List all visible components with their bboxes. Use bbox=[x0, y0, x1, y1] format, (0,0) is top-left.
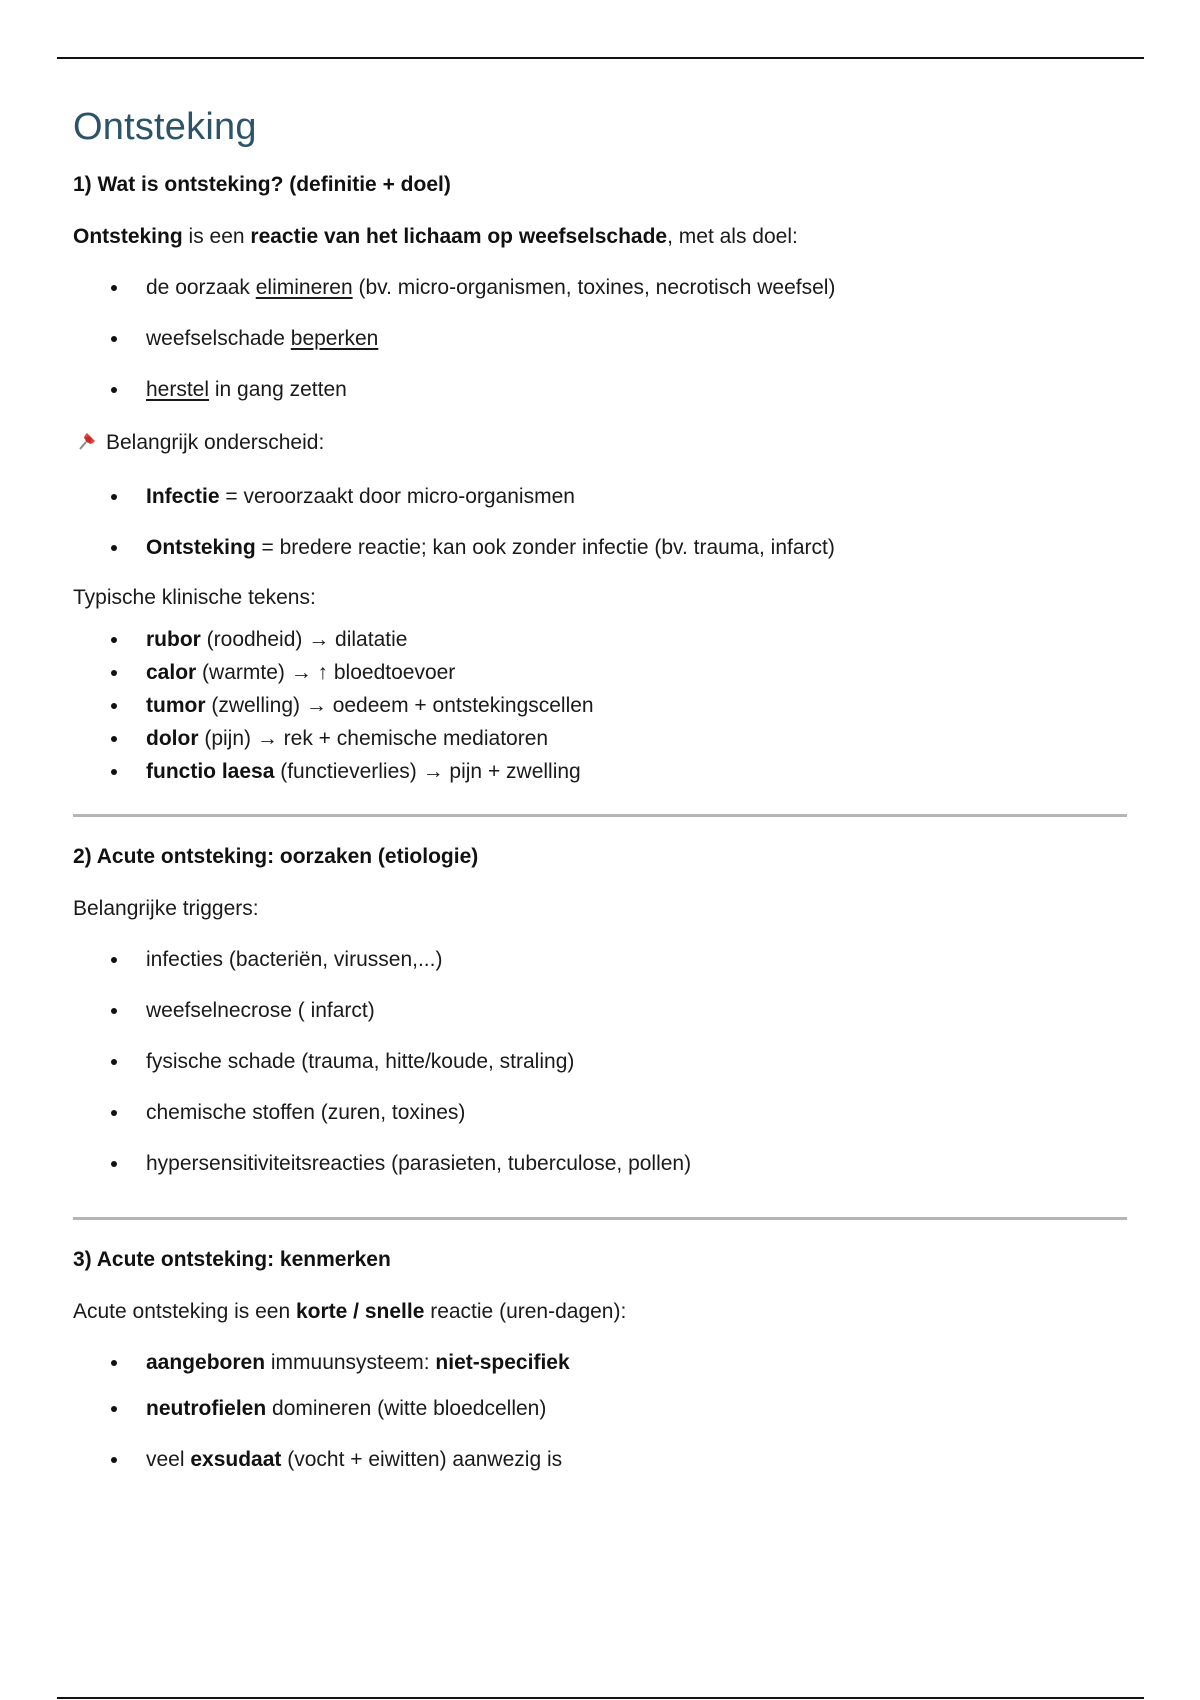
distinction-note bbox=[73, 430, 1133, 458]
section-divider bbox=[73, 1217, 1127, 1220]
characteristics-list bbox=[73, 1351, 1133, 1472]
intro-bold-term: Ontsteking bbox=[73, 225, 183, 248]
list-item: dolor (pijn) → rek + chemische mediatoren bbox=[73, 727, 1133, 751]
intro-bold-phrase: reactie van het lichaam op weefselschade bbox=[250, 225, 668, 248]
distinction-list bbox=[73, 485, 1133, 560]
list-item: weefselschade beperken bbox=[73, 327, 1133, 351]
list-item: Infectie = veroorzaakt door micro-organismen bbox=[73, 485, 1133, 509]
section-1-intro bbox=[73, 225, 1133, 249]
page-title: Ontsteking bbox=[73, 106, 257, 148]
list-item: aangeboren immuunsysteem: niet-specifiek bbox=[73, 1351, 1133, 1375]
list-item: tumor (zwelling) → oedeem + ontstekingscellen bbox=[73, 694, 1133, 718]
list-item: weefselnecrose ( infarct) bbox=[73, 999, 1133, 1023]
list-item: functio laesa (functieverlies) → pijn + zwelling bbox=[73, 760, 1133, 784]
section-2-intro: Belangrijke triggers: bbox=[73, 897, 259, 920]
intro-text: is een bbox=[182, 225, 251, 248]
list-item: herstel in gang zetten bbox=[73, 378, 1133, 402]
section-3-intro: Acute ontsteking is een korte / snelle reactie (uren-dagen): bbox=[73, 1300, 627, 1323]
list-item: neutrofielen domineren (witte bloedcellen) bbox=[73, 1397, 1133, 1421]
list-item: chemische stoffen (zuren, toxines) bbox=[73, 1101, 1133, 1125]
section-divider bbox=[73, 814, 1127, 817]
list-item: veel exsudaat (vocht + eiwitten) aanwezig is bbox=[73, 1448, 1133, 1472]
list-item: Ontsteking = bredere reactie; kan ook zonder infectie (bv. trauma, infarct) bbox=[73, 536, 1133, 560]
intro-text-end: , met als doel: bbox=[667, 225, 798, 248]
list-item: fysische schade (trauma, hitte/koude, straling) bbox=[73, 1050, 1133, 1074]
list-item: de oorzaak elimineren (bv. micro-organismen, toxines, necrotisch weefsel) bbox=[73, 276, 1133, 300]
bottom-rule bbox=[57, 1697, 1144, 1699]
note-text: Belangrijk onderscheid: bbox=[106, 431, 325, 454]
document-body bbox=[73, 106, 1133, 1472]
pushpin-icon bbox=[76, 430, 98, 458]
list-item: hypersensitiviteitsreacties (parasieten, tuberculose, pollen) bbox=[73, 1152, 1133, 1176]
section-3-heading: 3) Acute ontsteking: kenmerken bbox=[73, 1248, 391, 1271]
goals-list bbox=[73, 276, 1133, 402]
section-2-heading: 2) Acute ontsteking: oorzaken (etiologie) bbox=[73, 845, 479, 868]
top-rule bbox=[57, 57, 1144, 59]
list-item: calor (warmte) → ↑ bloedtoevoer bbox=[73, 661, 1133, 685]
list-item: rubor (roodheid) → dilatatie bbox=[73, 628, 1133, 652]
list-item: infecties (bacteriën, virussen,...) bbox=[73, 948, 1133, 972]
signs-intro: Typische klinische tekens: bbox=[73, 586, 316, 609]
signs-list bbox=[73, 628, 1133, 784]
section-1-heading: 1) Wat is ontsteking? (definitie + doel) bbox=[73, 173, 451, 196]
triggers-list bbox=[73, 948, 1133, 1176]
